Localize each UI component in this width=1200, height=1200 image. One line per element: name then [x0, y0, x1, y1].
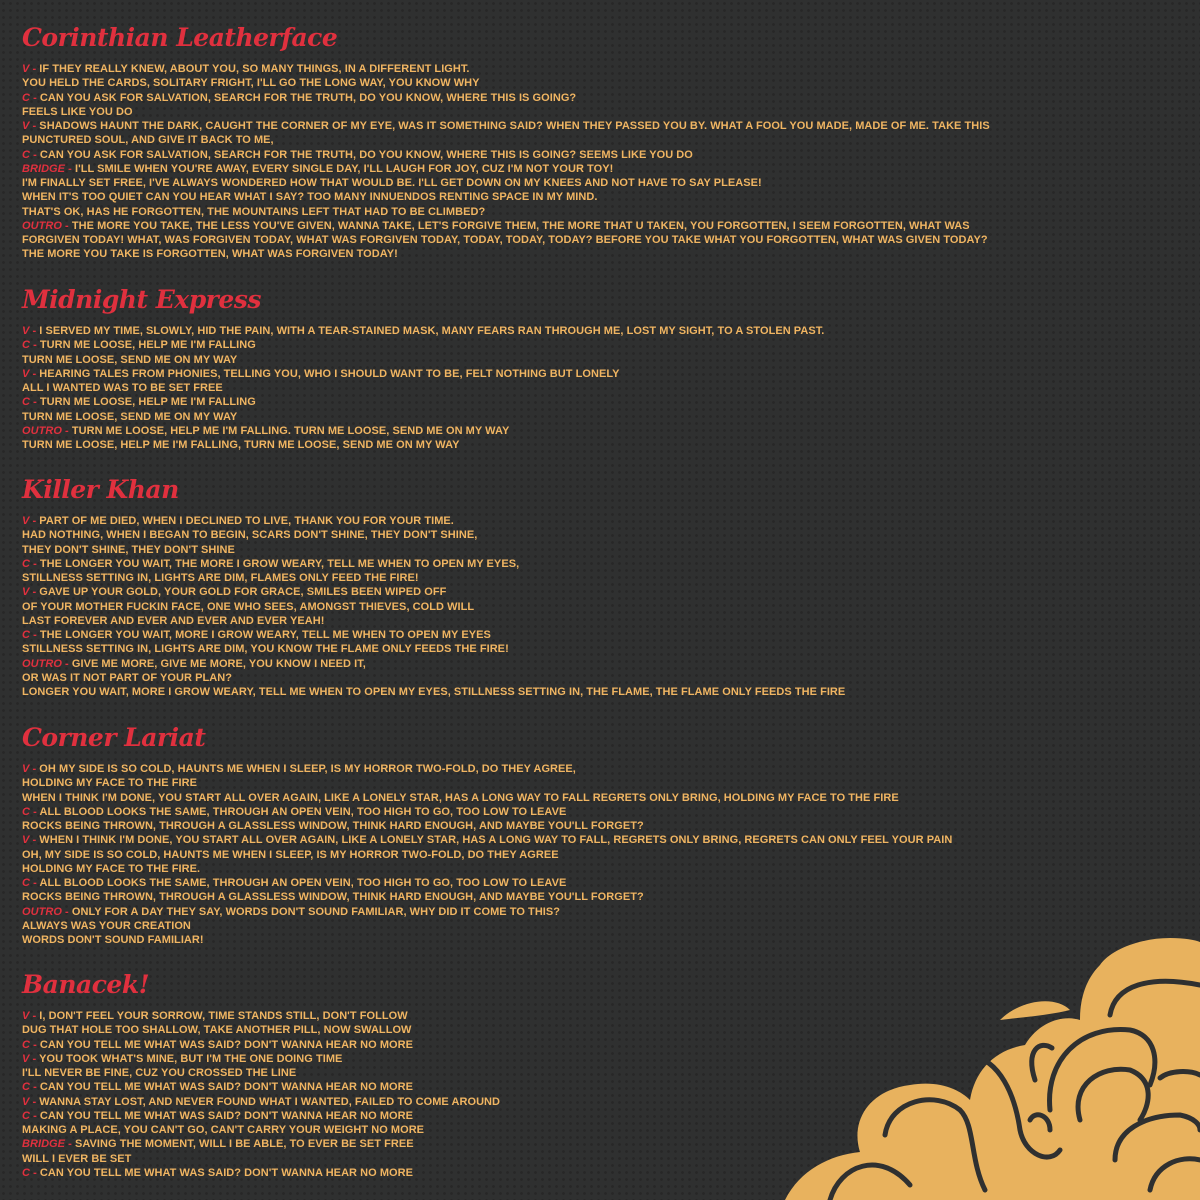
- tag-separator: -: [29, 367, 40, 380]
- lyric-line: [22, 190, 990, 204]
- lyric-line: [22, 762, 952, 776]
- section-tag: BRIDGE: [22, 1138, 66, 1151]
- tag-separator: -: [61, 657, 72, 670]
- song-title: Corinthian Leatherface: [22, 23, 338, 52]
- lyric-line: [22, 205, 990, 219]
- lyric-text: STILLNESS SETTING IN, LIGHTS ARE DIM, YOU KNOW THE FLAME ONLY FEEDS THE FIRE!: [22, 643, 509, 656]
- tag-separator: -: [29, 396, 40, 409]
- lyric-line: [22, 791, 952, 805]
- lyric-line: [22, 410, 824, 424]
- lyric-line: [22, 438, 824, 452]
- lyric-text: TURN ME LOOSE, SEND ME ON MY WAY: [22, 353, 238, 366]
- lyric-text: YOU TOOK WHAT'S MINE, BUT I'M THE ONE DOING TIME: [39, 1052, 343, 1065]
- tag-separator: -: [29, 557, 40, 570]
- lyric-line: [22, 381, 824, 395]
- section-tag: C: [22, 1081, 30, 1094]
- lyric-line: [22, 876, 952, 890]
- lyric-text: THE LONGER YOU WAIT, MORE I GROW WEARY, TELL ME WHEN TO OPEN MY EYES: [39, 629, 491, 641]
- lyric-text: THAT'S OK, HAS HE FORGOTTEN, THE MOUNTAINS LEFT THAT HAD TO BE CLIMBED?: [22, 205, 486, 218]
- lyric-line: [22, 247, 990, 261]
- section-tag: C: [22, 629, 30, 641]
- section-tag: V: [22, 763, 30, 775]
- lyric-line: [22, 776, 952, 790]
- section-tag: V: [22, 834, 30, 847]
- song-title: Killer Khan: [22, 475, 179, 504]
- tag-separator: -: [29, 629, 40, 641]
- tag-separator: -: [29, 1095, 40, 1108]
- lyric-text: DUG THAT HOLE TOO SHALLOW, TAKE ANOTHER PILL, NOW SWALLOW: [22, 1024, 412, 1037]
- lyric-text: FEELS LIKE YOU DO: [22, 105, 133, 118]
- section-tag: OUTRO: [22, 219, 62, 232]
- section-tag: BRIDGE: [22, 162, 66, 175]
- lyric-text: I'LL NEVER BE FINE, CUZ YOU CROSSED THE LINE: [22, 1067, 297, 1079]
- song-title: Midnight Express: [22, 285, 261, 314]
- section-tag: C: [22, 91, 30, 104]
- lyric-text: STILLNESS SETTING IN, LIGHTS ARE DIM, FLAMES ONLY FEED THE FIRE!: [22, 572, 419, 584]
- lyric-text: TURN ME LOOSE, HELP ME I'M FALLING: [39, 339, 256, 352]
- lyric-text: MAKING A PLACE, YOU CAN'T GO, CAN'T CARRY YOUR WEIGHT NO MORE: [22, 1124, 425, 1136]
- lyric-text: GIVE ME MORE, GIVE ME MORE, YOU KNOW I NEED IT,: [71, 657, 366, 670]
- tag-separator: -: [29, 877, 40, 889]
- lyric-line: [22, 338, 824, 352]
- section-tag: V: [22, 1095, 30, 1108]
- lyric-text: ALL BLOOD LOOKS THE SAME, THROUGH AN OPEN VEIN, TOO HIGH TO GO, TOO LOW TO LEAVE: [39, 877, 567, 889]
- tag-separator: -: [29, 586, 40, 599]
- lyric-text: ALL BLOOD LOOKS THE SAME, THROUGH AN OPEN VEIN, TOO HIGH TO GO, TOO LOW TO LEAVE: [39, 805, 567, 818]
- lyric-text: I SERVED MY TIME, SLOWLY, HID THE PAIN, WITH A TEAR-STAINED MASK, MANY FEARS RAN THROUGH ME, LOST MY SIGHT, TO A STOLEN PAST.: [39, 325, 825, 337]
- tag-separator: -: [29, 1052, 40, 1065]
- lyric-line: [22, 76, 990, 90]
- lyric-text: OH MY SIDE IS SO COLD, HAUNTS ME WHEN I SLEEP, IS MY HORROR TWO-FOLD, DO THEY AGREE,: [39, 763, 576, 775]
- section-tag: OUTRO: [22, 424, 62, 437]
- lyrics-block: [22, 324, 854, 452]
- lyric-line: [22, 219, 990, 233]
- song-section: [22, 969, 517, 1180]
- lyric-line: [22, 585, 845, 599]
- lyric-line: [22, 862, 952, 876]
- lyric-line: [22, 833, 952, 847]
- tag-separator: -: [29, 763, 40, 775]
- lyric-text: TURN ME LOOSE, HELP ME I'M FALLING, TURN ME LOOSE, SEND ME ON MY WAY: [22, 439, 460, 451]
- lyric-line: [22, 543, 845, 557]
- lyric-text: LAST FOREVER AND EVER AND EVER AND EVER YEAH!: [22, 614, 325, 627]
- lyric-line: [22, 657, 845, 671]
- lyric-line: [22, 91, 990, 105]
- lyric-line: [22, 105, 990, 119]
- lyric-line: [22, 890, 952, 904]
- lyric-line: [22, 819, 952, 833]
- song-section: [22, 22, 1025, 262]
- lyric-text: THE MORE YOU TAKE, THE LESS YOU'VE GIVEN, WANNA TAKE, LET'S FORGIVE THEM, THE MORE THAT U TAKEN, YOU FORGOTTEN, I SEEM FORGOTTEN, WHAT WAS: [71, 219, 970, 232]
- lyric-line: [22, 1052, 500, 1066]
- tag-separator: -: [29, 805, 40, 818]
- lyric-line: [22, 600, 845, 614]
- lyric-text: CAN YOU TELL ME WHAT WAS SAID? DON'T WANNA HEAR NO MORE: [39, 1166, 414, 1179]
- lyric-text: HAD NOTHING, WHEN I BEGAN TO BEGIN, SCARS DON'T SHINE, THEY DON'T SHINE,: [22, 529, 478, 542]
- tag-separator: -: [61, 219, 72, 232]
- section-tag: V: [22, 120, 30, 132]
- song-title: Corner Lariat: [22, 723, 206, 752]
- lyric-line: [22, 557, 845, 571]
- section-tag: C: [22, 877, 30, 889]
- lyric-text: CAN YOU TELL ME WHAT WAS SAID? DON'T WANNA HEAR NO MORE: [39, 1081, 414, 1094]
- section-tag: OUTRO: [22, 905, 62, 918]
- lyric-text: OR WAS IT NOT PART OF YOUR PLAN?: [22, 671, 232, 684]
- lyric-text: PUNCTURED SOUL, AND GIVE IT BACK TO ME,: [22, 134, 274, 147]
- lyric-text: WHEN I THINK I'M DONE, YOU START ALL OVER AGAIN, LIKE A LONELY STAR, HAS A LONG WAY TO FALL, REGRETS ONLY BRING, REGRETS CAN ONLY FEEL YOUR PAIN: [39, 834, 953, 847]
- lyric-line: [22, 62, 990, 76]
- lyrics-block: [22, 1009, 517, 1180]
- lyric-line: [22, 614, 845, 628]
- lyric-line: [22, 805, 952, 819]
- lyric-line: [22, 162, 990, 176]
- tag-separator: -: [61, 424, 72, 437]
- tag-separator: -: [29, 834, 40, 847]
- lyric-text: YOU HELD THE CARDS, SOLITARY FRIGHT, I'LL GO THE LONG WAY, YOU KNOW WHY: [22, 77, 480, 90]
- lyric-text: HOLDING MY FACE TO THE FIRE: [22, 777, 197, 790]
- section-tag: V: [22, 63, 30, 75]
- lyric-text: I'M FINALLY SET FREE, I'VE ALWAYS WONDERED HOW THAT WOULD BE. I'LL GET DOWN ON MY KNEES AND NOT HAVE TO SAY PLEASE!: [22, 177, 762, 189]
- tag-separator: -: [29, 148, 40, 161]
- lyrics-block: [22, 62, 1025, 262]
- lyric-line: [22, 1009, 500, 1023]
- lyric-text: ALL I WANTED WAS TO BE SET FREE: [22, 382, 223, 394]
- section-tag: C: [22, 148, 30, 161]
- lyric-line: [22, 1023, 500, 1037]
- lyric-line: [22, 1137, 500, 1151]
- lyric-text: WILL I EVER BE SET: [22, 1152, 132, 1165]
- lyric-line: [22, 1152, 500, 1166]
- lyric-text: WANNA STAY LOST, AND NEVER FOUND WHAT I WANTED, FAILED TO COME AROUND: [39, 1095, 501, 1108]
- lyric-line: [22, 233, 990, 247]
- lyric-line: [22, 848, 952, 862]
- lyric-text: PART OF ME DIED, WHEN I DECLINED TO LIVE, THANK YOU FOR YOUR TIME.: [39, 515, 454, 527]
- lyric-text: GAVE UP YOUR GOLD, YOUR GOLD FOR GRACE, SMILES BEEN WIPED OFF: [39, 586, 447, 599]
- cloud-illustration: [770, 920, 1200, 1200]
- tag-separator: -: [29, 1038, 40, 1051]
- lyric-line: [22, 1038, 500, 1052]
- lyric-line: [22, 148, 990, 162]
- lyric-text: CAN YOU TELL ME WHAT WAS SAID? DON'T WANNA HEAR NO MORE: [39, 1109, 414, 1122]
- lyric-text: TURN ME LOOSE, HELP ME I'M FALLING. TURN ME LOOSE, SEND ME ON MY WAY: [71, 424, 510, 437]
- section-tag: V: [22, 586, 30, 599]
- lyric-line: [22, 395, 824, 409]
- lyric-line: [22, 905, 952, 919]
- lyric-text: WHEN I THINK I'M DONE, YOU START ALL OVER AGAIN, LIKE A LONELY STAR, HAS A LONG WAY TO FALL REGRETS ONLY BRING, HOLDING MY FACE TO THE FIRE: [22, 791, 899, 804]
- lyric-text: WHEN IT'S TOO QUIET CAN YOU HEAR WHAT I SAY? TOO MANY INNUENDOS RENTING SPACE IN MY MIND.: [22, 191, 598, 204]
- lyric-line: [22, 514, 845, 528]
- lyric-line: [22, 176, 990, 190]
- lyric-text: CAN YOU ASK FOR SALVATION, SEARCH FOR THE TRUTH, DO YOU KNOW, WHERE THIS IS GOING? SEEMS LIKE YOU DO: [39, 148, 693, 161]
- tag-separator: -: [29, 1166, 40, 1179]
- lyric-line: [22, 1080, 500, 1094]
- tag-separator: -: [29, 1081, 40, 1094]
- section-tag: C: [22, 1166, 30, 1179]
- lyrics-block: [22, 514, 875, 699]
- lyric-line: [22, 571, 845, 585]
- lyric-text: HOLDING MY FACE TO THE FIRE.: [22, 862, 201, 875]
- lyric-text: HEARING TALES FROM PHONIES, TELLING YOU, WHO I SHOULD WANT TO BE, FELT NOTHING BUT LONELY: [39, 367, 620, 380]
- lyric-line: [22, 685, 845, 699]
- lyric-text: LONGER YOU WAIT, MORE I GROW WEARY, TELL ME WHEN TO OPEN MY EYES, STILLNESS SETTING IN, THE FLAME, THE FLAME ONLY FEEDS THE FIRE: [22, 686, 846, 698]
- lyric-text: THE LONGER YOU WAIT, THE MORE I GROW WEARY, TELL ME WHEN TO OPEN MY EYES,: [39, 557, 520, 570]
- lyric-text: ROCKS BEING THROWN, THROUGH A GLASSLESS WINDOW, THINK HARD ENOUGH, AND MAYBE YOU'LL FORGET?: [22, 891, 644, 904]
- tag-separator: -: [65, 1138, 75, 1151]
- tag-separator: -: [29, 339, 40, 352]
- lyric-text: I'LL SMILE WHEN YOU'RE AWAY, EVERY SINGLE DAY, I'LL LAUGH FOR JOY, CUZ I'M NOT YOUR TOY!: [74, 162, 614, 175]
- lyric-text: SAVING THE MOMENT, WILL I BE ABLE, TO EVER BE SET FREE: [74, 1138, 414, 1151]
- lyric-line: [22, 133, 990, 147]
- section-tag: V: [22, 515, 30, 527]
- lyric-text: THE MORE YOU TAKE IS FORGOTTEN, WHAT WAS FORGIVEN TODAY!: [22, 248, 398, 261]
- song-section: [22, 284, 854, 452]
- lyric-text: IF THEY REALLY KNEW, ABOUT YOU, SO MANY THINGS, IN A DIFFERENT LIGHT.: [39, 63, 470, 75]
- tag-separator: -: [29, 120, 40, 132]
- section-tag: C: [22, 1109, 30, 1122]
- tag-separator: -: [29, 325, 40, 337]
- lyric-text: OF YOUR MOTHER FUCKIN FACE, ONE WHO SEES, AMONGST THIEVES, COLD WILL: [22, 600, 475, 613]
- lyric-line: [22, 367, 824, 381]
- tag-separator: -: [29, 91, 40, 104]
- lyric-text: WORDS DON'T SOUND FAMILIAR!: [22, 934, 204, 946]
- tag-separator: -: [65, 162, 75, 175]
- section-tag: OUTRO: [22, 657, 62, 670]
- section-tag: C: [22, 805, 30, 818]
- lyric-text: FORGIVEN TODAY! WHAT, WAS FORGIVEN TODAY, WHAT WAS FORGIVEN TODAY, TODAY, TODAY, TODAY? BEFORE YOU TAKE WHAT YOU FORGOTTEN, WHAT WAS GIVEN TODAY?: [22, 234, 988, 246]
- section-tag: C: [22, 1038, 30, 1051]
- section-tag: V: [22, 367, 30, 380]
- lyric-line: [22, 353, 824, 367]
- song-section: [22, 722, 986, 947]
- lyric-text: ROCKS BEING THROWN, THROUGH A GLASSLESS WINDOW, THINK HARD ENOUGH, AND MAYBE YOU'LL FORGET?: [22, 820, 644, 832]
- section-tag: C: [22, 557, 30, 570]
- lyric-line: [22, 528, 845, 542]
- tag-separator: -: [29, 63, 40, 75]
- tag-separator: -: [29, 1109, 40, 1122]
- tag-separator: -: [61, 905, 72, 918]
- lyric-line: [22, 1066, 500, 1080]
- lyric-line: [22, 424, 824, 438]
- lyric-line: [22, 1095, 500, 1109]
- section-tag: C: [22, 339, 30, 352]
- lyric-text: ALWAYS WAS YOUR CREATION: [22, 919, 191, 932]
- lyric-text: TURN ME LOOSE, SEND ME ON MY WAY: [22, 410, 238, 423]
- lyric-line: [22, 324, 824, 338]
- lyric-text: CAN YOU TELL ME WHAT WAS SAID? DON'T WANNA HEAR NO MORE: [39, 1038, 414, 1051]
- section-tag: V: [22, 1010, 30, 1022]
- lyric-line: [22, 642, 845, 656]
- lyric-line: [22, 1166, 500, 1180]
- lyric-text: SHADOWS HAUNT THE DARK, CAUGHT THE CORNER OF MY EYE, WAS IT SOMETHING SAID? WHEN THEY PASSED YOU BY. WHAT A FOOL YOU MADE, MADE OF ME. TAKE THIS: [39, 120, 990, 132]
- lyric-text: THEY DON'T SHINE, THEY DON'T SHINE: [22, 543, 235, 556]
- lyric-line: [22, 1109, 500, 1123]
- song-title: Banacek!: [22, 970, 150, 999]
- lyric-line: [22, 1123, 500, 1137]
- lyric-text: CAN YOU ASK FOR SALVATION, SEARCH FOR THE TRUTH, DO YOU KNOW, WHERE THIS IS GOING?: [39, 91, 577, 104]
- lyric-text: TURN ME LOOSE, HELP ME I'M FALLING: [39, 396, 256, 409]
- tag-separator: -: [29, 1010, 40, 1022]
- lyric-line: [22, 119, 990, 133]
- section-tag: C: [22, 396, 30, 409]
- lyric-text: OH, MY SIDE IS SO COLD, HAUNTS ME WHEN I SLEEP, IS MY HORROR TWO-FOLD, DO THEY AGREE: [22, 848, 559, 861]
- lyric-line: [22, 671, 845, 685]
- lyric-text: I, DON'T FEEL YOUR SORROW, TIME STANDS STILL, DON'T FOLLOW: [39, 1010, 408, 1022]
- section-tag: V: [22, 325, 30, 337]
- lyric-text: ONLY FOR A DAY THEY SAY, WORDS DON'T SOUND FAMILIAR, WHY DID IT COME TO THIS?: [71, 905, 561, 918]
- tag-separator: -: [29, 515, 40, 527]
- song-section: [22, 474, 875, 699]
- section-tag: V: [22, 1052, 30, 1065]
- lyric-line: [22, 628, 845, 642]
